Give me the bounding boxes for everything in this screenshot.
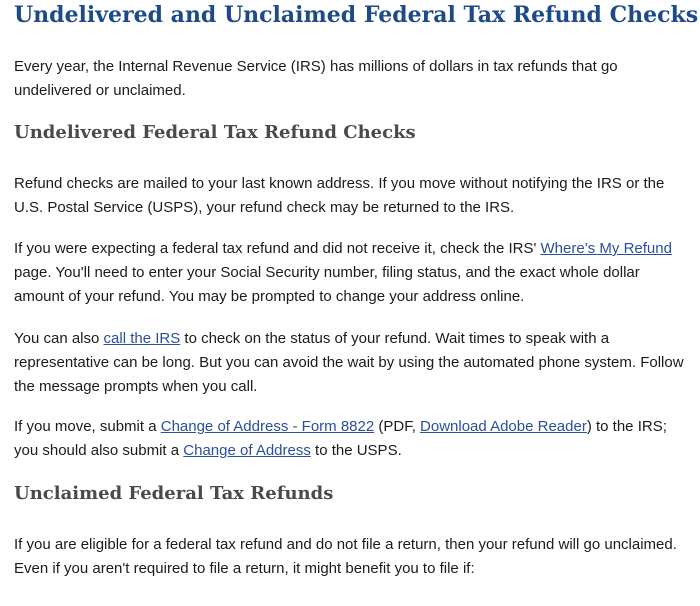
usps-change-of-address-link[interactable]: Change of Address xyxy=(183,442,311,459)
paragraph-text: (PDF, xyxy=(374,418,421,435)
paragraph-text: to check on the status of your refund. Wait times to speak with a representative can be long. But you can avoid the wait by using the automated phone system. Follow the message prompts when you call. xyxy=(14,330,684,395)
paragraph-text: If you were expecting a federal tax refund and did not receive it, check the IRS' xyxy=(14,240,541,257)
form-8822-link[interactable]: Change of Address - Form 8822 xyxy=(160,418,375,435)
download-adobe-reader-link[interactable]: Download Adobe Reader xyxy=(420,418,587,435)
wheres-my-refund-link[interactable]: Where’s My Refund xyxy=(540,240,672,257)
paragraph-text: You can also xyxy=(14,330,104,347)
refund-mailing-paragraph: Refund checks are mailed to your last known address. If you move without notifying the IRS or the U.S. Postal Service (USPS), your refund check may be returned to the IRS. xyxy=(14,175,665,216)
call-irs-paragraph xyxy=(14,327,684,399)
paragraph-text: If you move, submit a xyxy=(14,418,161,435)
call-the-irs-link[interactable]: call the IRS xyxy=(103,330,181,347)
paragraph-text: to the USPS. xyxy=(310,442,402,459)
paragraph-text: ) to the IRS; you should also submit a xyxy=(14,418,667,459)
page-title: Undelivered and Unclaimed Federal Tax Refund Checks xyxy=(14,2,699,28)
unclaimed-heading: Unclaimed Federal Tax Refunds xyxy=(14,483,334,504)
wheres-my-refund-paragraph xyxy=(14,237,684,309)
unclaimed-paragraph: If you are eligible for a federal tax refund and do not file a return, then your refund will go unclaimed. Even if you aren't required to file a return, it might benefit you to file if: xyxy=(14,536,677,577)
intro-paragraph: Every year, the Internal Revenue Service (IRS) has millions of dollars in tax refunds that go undelivered or unclaimed. xyxy=(14,58,618,99)
change-of-address-paragraph xyxy=(14,415,684,463)
paragraph-text: page. You'll need to enter your Social Security number, filing status, and the exact whole dollar amount of your refund. You may be prompted to change your address online. xyxy=(14,264,640,305)
undelivered-heading: Undelivered Federal Tax Refund Checks xyxy=(14,122,416,143)
